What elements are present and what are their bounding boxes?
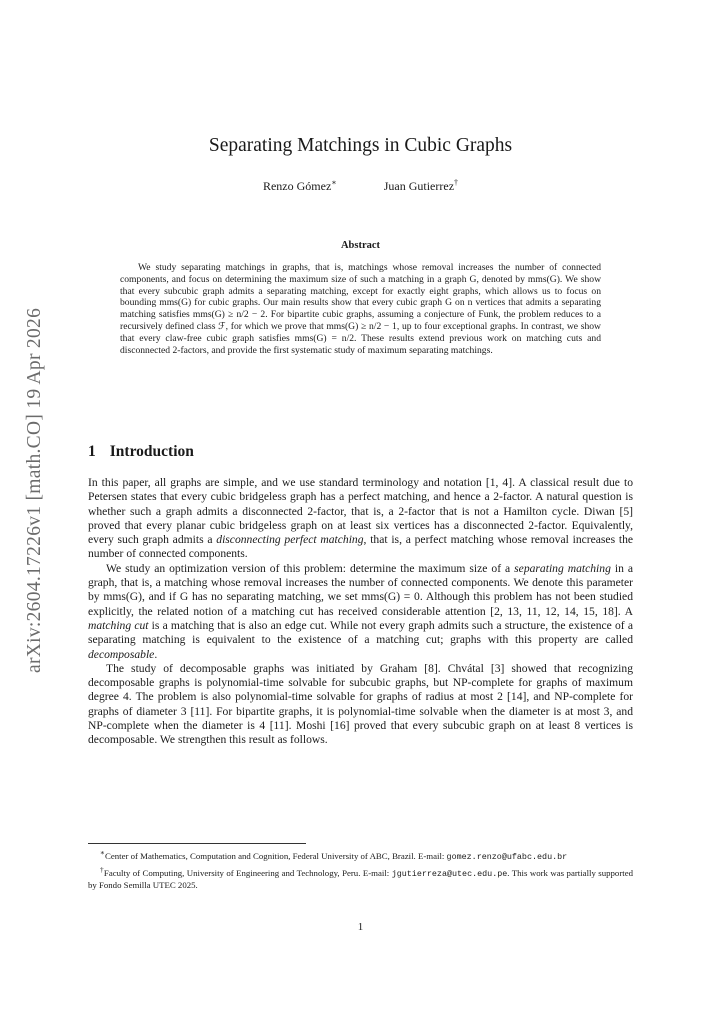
page-number: 1: [357, 921, 364, 933]
email-gomez[interactable]: gomez.renzo@ufabc.edu.br: [446, 851, 568, 862]
email-gutierrez[interactable]: jgutierreza@utec.edu.pe: [391, 868, 508, 879]
introduction-body: [88, 476, 633, 748]
section-heading: [88, 443, 194, 461]
author-gomez: Renzo Gómez∗: [262, 178, 337, 193]
abstract-heading: Abstract: [340, 240, 381, 251]
abstract-text: We study separating matchings in graphs, that is, matchings whose removal increases the number of connected components, and focus on determining the maximum size of such a matching in a graph G, denoted by mms(G). We show that every subcubic graph admits a separating matching, except for exactly eight graphs, which allows us to focus on bounding mms(G) for cubic graphs. Our main results show that every cubic graph G on n vertices that admits a separating matching satisfies mms(G) ≥ n/2 − 2. For bipartite cubic graphs, assuming a conjecture of Funk, the problem reduces to a recursively defined class ℱ, for which we prove that mms(G) ≥ n/2 − 1, up to four exceptional graphs. In contrast, we show that every claw-free cubic graph satisfies mms(G) = n/2. These results extend previous work on matching cuts and disconnected 2-factors, and provide the first systematic study of maximum separating matchings.: [120, 262, 601, 356]
footnote-1: ∗Center of Mathematics, Computation and Cognition, Federal University of ABC, Brazil. E-mail: gomez.renzo@ufabc.edu.br: [100, 848, 568, 862]
footnote-2: †Faculty of Computing, University of Engineering and Technology, Peru. E-mail: jgutierreza@utec.edu.pe. This work was partially supported by Fondo Semilla UTEC 2025.: [88, 864, 633, 891]
paper-title: Separating Matchings in Cubic Graphs: [208, 135, 513, 156]
author-gutierrez: Juan Gutierrez†: [383, 178, 459, 193]
paragraph-2: We study an optimization version of this problem: determine the maximum size of a separating matching in a graph, that is, a matching whose removal increases the number of connected components. We denote this parameter by mms(G), and if G has no separating matching, we set mms(G) = 0. Although this problem has not been studied explicitly, the related notion of a matching cut has received considerable attention [2, 13, 11, 12, 14, 15, 18]. A matching cut is a matching that is also an edge cut. While not every graph admits such a structure, the existence of a separating matching is equivalent to the existence of a matching cut; graphs with this property are called decomposable.: [88, 561, 633, 661]
section-number: 1: [88, 443, 96, 460]
paragraph-1: In this paper, all graphs are simple, and we use standard terminology and notation [1, 4]. A classical result due to Petersen states that every cubic bridgeless graph has a perfect matching, and hence a 2-factor. A natural question is whether such a graph admits a disconnected 2-factor, that is, a 2-factor that is not a Hamilton cycle. Diwan [5] proved that every planar cubic bridgeless graph on at least six vertices has a disconnected 2-factor. Equivalently, every such graph admits a disconnecting perfect matching, that is, a perfect matching whose removal increases the number of connected components.: [88, 476, 634, 561]
arxiv-identifier: arXiv:2604.17226v1 [math.CO] 19 Apr 2026: [24, 307, 45, 673]
author-list: [88, 178, 633, 194]
section-title: Introduction: [109, 443, 194, 460]
footnote-rule: [88, 843, 306, 844]
footnotes: [88, 847, 633, 892]
paragraph-3: The study of decomposable graphs was initiated by Graham [8]. Chvátal [3] showed that recognizing decomposable graphs is polynomial-time solvable for subcubic graphs, but NP-complete for graphs of maximum degree 4. The problem is also polynomial-time solvable for graphs of radius at most 2 [14], and NP-complete for graphs of diameter 3 [11]. For bipartite graphs, it is polynomial-time solvable when the diameter is at most 3, and NP-complete when the diameter is 4 [11]. Moshi [16] proved that every subcubic graph on at least 8 vertices is decomposable. We strengthen this result as follows.: [88, 661, 633, 747]
